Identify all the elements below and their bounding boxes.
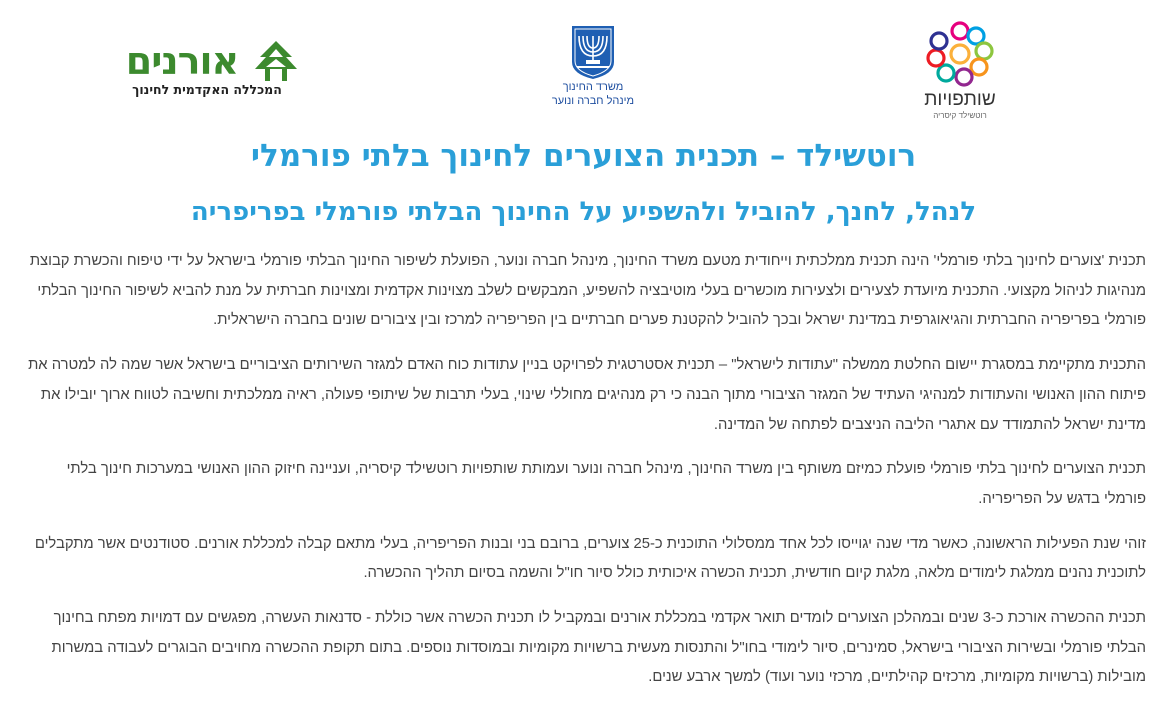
oranim-logo-subtitle: המכללה האקדמית לחינוך xyxy=(132,82,282,97)
ministry-logo-line1: משרד החינוך xyxy=(562,81,624,93)
shutafuyot-logo-subtitle: רוטשילד קיסריה xyxy=(933,111,987,120)
article-body xyxy=(22,247,1146,708)
body-paragraph: תכנית 'צוערים לחינוך בלתי פורמלי' הינה תכנית ממלכתית וייחודית מטעם משרד החינוך, מינהל חברה ונוער, הפועלת לשיפור החינוך הבלתי פורמלי בישראל על ידי טיפוח והכשרת קבוצת מנהיגות לניהול מקצועי. התכנית מיועדת לצעירים ולצעירות מוכשרים בעלי מוטיבציה להשפיע, המבקשים לשלב מצוינות אקדמית ומצוינות חברתית על מנת להביא לשיפור החינוך הבלתי פורמלי בפריפריה החברתית והגיאוגרפית במדינת ישראל ובכך להוביל להקטנת פערים חברתיים בין הפריפריה למרכז ובין ציבורים שונים בחברה הישראלית. xyxy=(29,253,1146,329)
shutafuyot-logo-name: שותפויות xyxy=(924,89,996,110)
logo-bar xyxy=(0,0,1167,125)
body-paragraph: התכנית מתקיימת במסגרת יישום החלטת ממשלה "עתודות לישראל" – תכנית אסטרטגית לפרויקט בניין עתודות כוח האדם למגזר השירותים הציבוריים בישראל אשר שמה לה למטרה את פיתוח ההון האנושי והעתודות למנהיגי העתיד של המגזר הציבורי מתוך הבנה כי רק מנהיגים מחוללי שינוי, בעלי תרבות של שיתופי פעולה, ראיה ממלכתית וחשיבה לטווח ארוך יובילו את מדינת ישראל להתמודד עם אתגרי הליבה הניצבים לפתחה של המדינה. xyxy=(28,357,1146,433)
menorah-emblem-icon xyxy=(569,24,617,80)
ministry-logo xyxy=(543,24,643,108)
body-paragraph: זוהי שנת הפעילות הראשונה, כאשר מדי שנה יגוייסו לכל אחד ממסלולי התוכנית כ-25 צוערים, ברובם בני ובנות הפריפריה, בעלי מתאם קבלה למכללת אורנים. סטודנטים אשר מתקבלים לתוכנית נהנים ממלגת לימודים מלאה, מלגת קיום חודשית, תכנית הכשרה איכותית כולל סיור חו"ל והשמה בסיום תהליך ההכשרה. xyxy=(34,535,1146,582)
ministry-logo-line2: מינהל חברה ונוער xyxy=(551,95,635,107)
oranim-logo xyxy=(112,40,312,102)
body-paragraph: תכנית ההכשרה אורכת כ-3 שנים ובמהלכן הצוערים לומדים תואר אקדמי במכללת אורנים ובמקביל לו תכנית הכשרה אשר כוללת - סדנאות העשרה, מפגשים עם דמויות מפתח בחינוך הבלתי פורמלי ובשירות הציבורי בישראל, סמינרים, סיור לימודי בחו"ל והתנסות מעשית ברשויות מקומיות ובמוסדות נוספים. בתום תקופת ההכשרה מחויבים הבוגרים לעבודה במשרות מובילות (ברשויות מקומיות, מרכזים קהילתיים, מרכזי נוער ועוד) למשך ארבע שנים. xyxy=(51,610,1146,686)
shutafuyot-logo xyxy=(910,20,1010,121)
tree-icon xyxy=(252,40,300,82)
body-paragraph: תכנית הצוערים לחינוך בלתי פורמלי פועלת כמיזם משותף בין משרד החינוך, מינהל חברה ונוער ועמותת שותפויות רוטשילד קיסריה, ועניינה חיזוק ההון האנושי במערכות חינוך בלתי פורמלי בדגש על הפריפריה. xyxy=(66,461,1146,507)
page-title: רוטשילד – תכנית הצוערים לחינוך בלתי פורמלי xyxy=(250,138,917,174)
page-subtitle: לנהל, לחנך, להוביל ולהשפיע על החינוך הבלתי פורמלי בפריפריה xyxy=(190,197,977,227)
flower-emblem-icon xyxy=(924,20,996,88)
oranim-logo-name: אורנים xyxy=(125,39,239,83)
